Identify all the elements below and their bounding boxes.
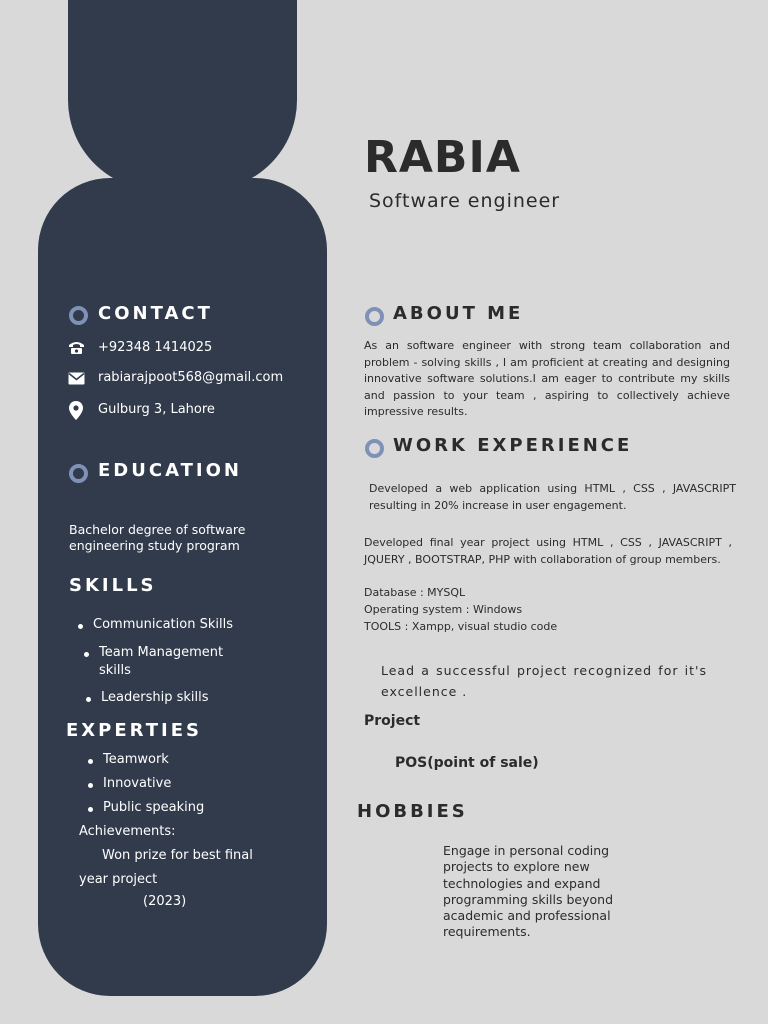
location-pin-icon — [69, 401, 83, 420]
hobbies-text: Engage in personal coding projects to explore new technologies and expand programming skills beyond academic and professional requirements. — [443, 843, 614, 940]
work-bullet-icon — [365, 439, 384, 458]
about-heading: ABOUT ME — [393, 303, 524, 324]
expertise-heading: EXPERTIES — [66, 720, 202, 741]
work-item-1: Developed a web application using HTML , CSS , JAVASCRIPT resulting in 20% increase in user engagement. — [369, 482, 736, 512]
about-bullet-icon — [365, 307, 384, 326]
work-highlight: Lead a successful project recognized for it's excellence . — [381, 663, 707, 699]
sidebar-top-shape — [68, 0, 297, 190]
work-item-2: Developed final year project using HTML , CSS , JAVASCRIPT , JQUERY , BOOTSTRAP, PHP with collaboration of group members. — [364, 536, 732, 566]
skills-heading: SKILLS — [69, 575, 157, 596]
about-text: As an software engineer with strong team collaboration and problem - solving skills , I am proficient at creating and designing innovative software solutions.I am eager to contribute my skills and passion to your team , aspiring to collectively achieve impressive results. — [364, 339, 730, 418]
expertise-item: Innovative — [103, 776, 172, 791]
contact-phone: +92348 1414025 — [98, 340, 213, 355]
contact-address: Gulburg 3, Lahore — [98, 402, 215, 417]
contact-email[interactable]: rabiarajpoot568@gmail.com — [98, 370, 284, 385]
phone-icon — [68, 340, 85, 355]
skill-item: Leadership skills — [101, 690, 209, 705]
contact-bullet-icon — [69, 306, 88, 325]
achievement-year: (2023) — [143, 894, 187, 909]
achievement-line1: Won prize for best final — [102, 848, 253, 863]
contact-heading: CONTACT — [98, 303, 213, 324]
tech-database: Database : MYSQL — [364, 586, 466, 599]
skill-item: Team Management — [99, 645, 224, 660]
education-degree-line2: engineering study program — [69, 538, 240, 553]
expertise-bullet — [88, 807, 93, 812]
hobbies-heading: HOBBIES — [357, 801, 468, 822]
project-name: POS(point of sale) — [395, 755, 539, 771]
achievements-label: Achievements: — [79, 824, 176, 839]
skill-item-continued: skills — [99, 663, 131, 678]
name-heading: RABIA — [364, 132, 521, 183]
expertise-item: Public speaking — [103, 800, 205, 815]
skill-bullet — [84, 652, 89, 657]
skill-bullet — [78, 624, 83, 629]
expertise-bullet — [88, 759, 93, 764]
tech-os: Operating system : Windows — [364, 603, 523, 616]
education-heading: EDUCATION — [98, 460, 242, 481]
skill-bullet — [86, 697, 91, 702]
education-bullet-icon — [69, 464, 88, 483]
expertise-bullet — [88, 783, 93, 788]
project-label: Project — [364, 713, 421, 729]
work-heading: WORK EXPERIENCE — [393, 435, 633, 456]
job-title: Software engineer — [369, 190, 561, 212]
email-icon — [68, 372, 85, 385]
skill-item: Communication Skills — [93, 617, 233, 632]
expertise-item: Teamwork — [103, 752, 169, 767]
achievement-line2: year project — [79, 872, 158, 887]
education-degree-line1: Bachelor degree of software — [69, 522, 246, 537]
tech-tools: TOOLS : Xampp, visual studio code — [364, 620, 558, 633]
